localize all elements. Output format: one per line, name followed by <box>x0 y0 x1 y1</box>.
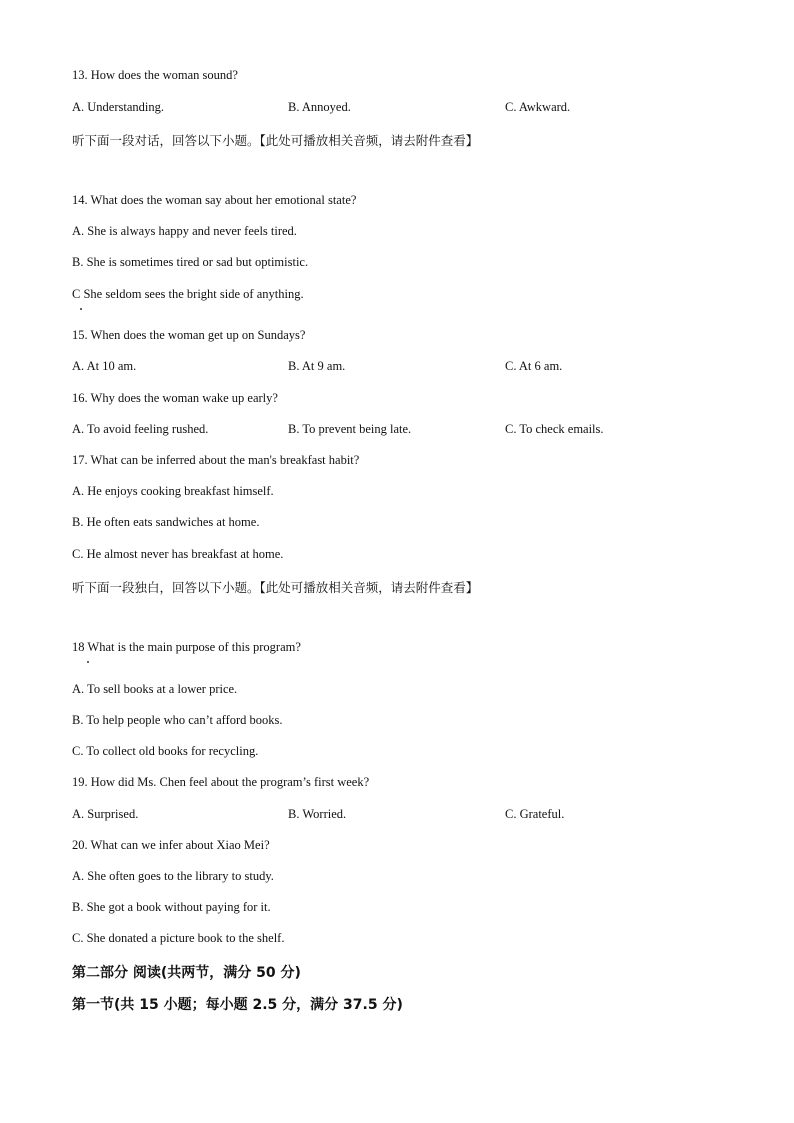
q17-option-b: B. He often eats sandwiches at home. <box>72 515 260 529</box>
question-13: 13. How does the woman sound? <box>72 68 238 82</box>
q17-option-c: C. He almost never has breakfast at home. <box>72 547 284 561</box>
q18-option-b: B. To help people who can’t afford books. <box>72 713 283 727</box>
q16-option-b: B. To prevent being late. <box>288 422 412 436</box>
question-20: 20. What can we infer about Xiao Mei? <box>72 838 270 852</box>
q20-option-a: A. She often goes to the library to study. <box>72 869 274 883</box>
stray-dot <box>80 308 82 310</box>
q18-option-c: C. To collect old books for recycling. <box>72 744 259 758</box>
listening-instruction-dialogue: 听下面一段对话，回答以下小题。【此处可播放相关音频，请去附件查看】 <box>72 133 479 148</box>
section-one-heading: 第一节(共 15 小题；每小题 2.5 分，满分 37.5 分) <box>72 997 403 1013</box>
q16-option-a: A. To avoid feeling rushed. <box>72 422 209 436</box>
q13-option-a: A. Understanding. <box>72 100 164 114</box>
q15-option-b: B. At 9 am. <box>288 359 346 373</box>
part-two-heading: 第二部分 阅读(共两节，满分 50 分) <box>72 965 301 981</box>
q19-option-a: A. Surprised. <box>72 807 139 821</box>
q15-option-c: C. At 6 am. <box>505 359 563 373</box>
q14-option-b: B. She is sometimes tired or sad but optimistic. <box>72 255 309 269</box>
q14-option-c: C She seldom sees the bright side of anything. <box>72 287 304 301</box>
q20-option-b: B. She got a book without paying for it. <box>72 900 271 914</box>
q19-option-c: C. Grateful. <box>505 807 565 821</box>
listening-instruction-monologue: 听下面一段独白，回答以下小题。【此处可播放相关音频，请去附件查看】 <box>72 580 479 595</box>
question-15: 15. When does the woman get up on Sundays? <box>72 328 306 342</box>
q16-option-c: C. To check emails. <box>505 422 604 436</box>
q13-option-c: C. Awkward. <box>505 100 571 114</box>
question-17: 17. What can be inferred about the man's breakfast habit? <box>72 453 360 467</box>
q18-option-a: A. To sell books at a lower price. <box>72 682 238 696</box>
question-16: 16. Why does the woman wake up early? <box>72 391 278 405</box>
q15-option-a: A. At 10 am. <box>72 359 137 373</box>
q17-option-a: A. He enjoys cooking breakfast himself. <box>72 484 274 498</box>
stray-dot <box>87 661 89 663</box>
q20-option-c: C. She donated a picture book to the shelf. <box>72 931 285 945</box>
question-18: 18 What is the main purpose of this program? <box>72 640 301 654</box>
question-14: 14. What does the woman say about her emotional state? <box>72 193 357 207</box>
q14-option-a: A. She is always happy and never feels tired. <box>72 224 297 238</box>
q19-option-b: B. Worried. <box>288 807 347 821</box>
question-19: 19. How did Ms. Chen feel about the program’s first week? <box>72 775 370 789</box>
q13-option-b: B. Annoyed. <box>288 100 351 114</box>
